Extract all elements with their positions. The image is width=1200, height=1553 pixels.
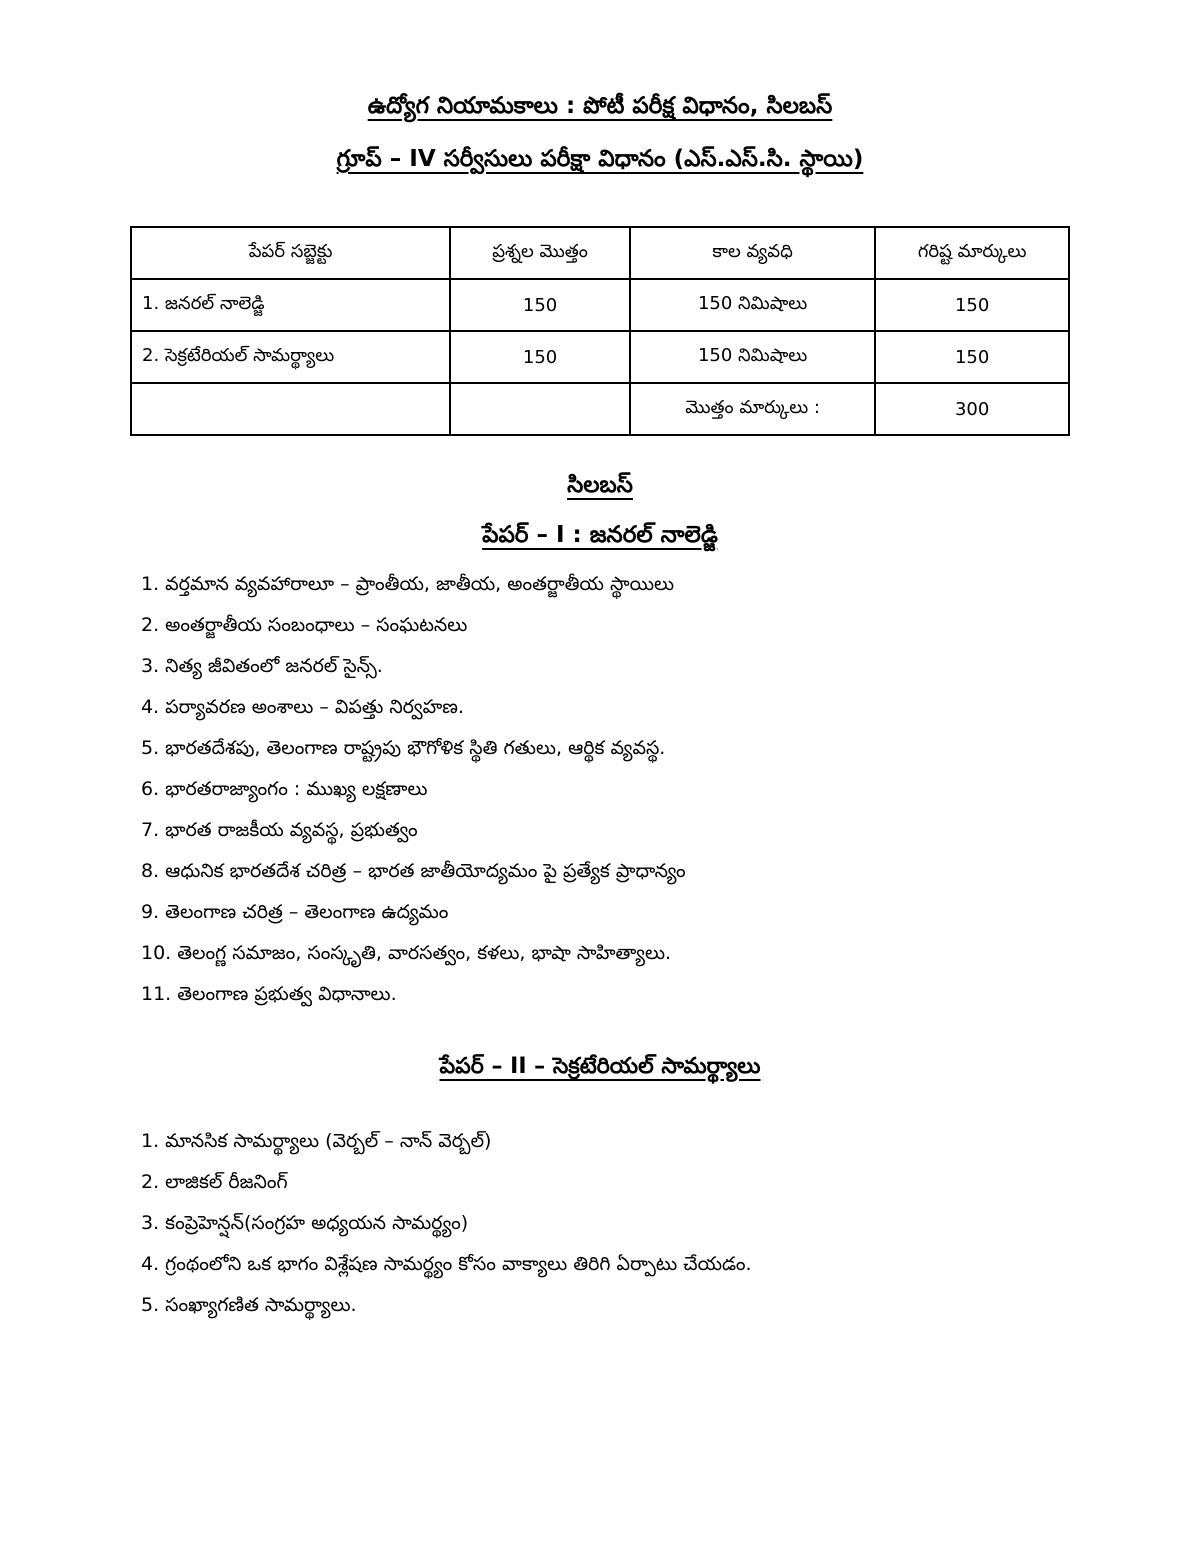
column-header-max-marks: గరిష్ట మార్కులు bbox=[875, 227, 1069, 279]
table-cell: 1. జనరల్ నాలెడ్జి bbox=[131, 279, 450, 331]
list-item: 11. తెలంగాణ ప్రభుత్వ విధానాలు. bbox=[141, 983, 397, 1005]
table-row bbox=[131, 279, 1069, 331]
table-row bbox=[131, 331, 1069, 383]
table-cell bbox=[131, 383, 450, 435]
page-title: ఉద్యోగ నియామకాలు : పోటీ పరీక్ష విధానం, సిలబస్ bbox=[367, 93, 833, 119]
syllabus-heading: సిలబస్ bbox=[567, 472, 633, 498]
table-cell: 2. సెక్రటేరియల్ సామర్థ్యాలు bbox=[131, 331, 450, 383]
column-header-questions: ప్రశ్నల మొత్తం bbox=[450, 227, 630, 279]
list-item: 9. తెలంగాణ చరిత్ర – తెలంగాణ ఉద్యమం bbox=[141, 901, 449, 923]
table-cell: 150 నిమిషాలు bbox=[630, 331, 875, 383]
list-item: 6. భారతరాజ్యాంగం : ముఖ్య లక్షణాలు bbox=[141, 778, 428, 800]
exam-pattern-table bbox=[130, 226, 1070, 436]
column-header-paper-subject: పేపర్ సబ్జెక్టు bbox=[131, 227, 450, 279]
paper2-topic-list bbox=[141, 1126, 752, 1331]
list-item: 2. లాజికల్ రీజనింగ్ bbox=[141, 1171, 288, 1193]
table-cell: 150 bbox=[450, 279, 630, 331]
list-item: 1. వర్తమాన వ్యవహారాలూ – ప్రాంతీయ, జాతీయ, అంతర్జాతీయ స్థాయిలు bbox=[141, 573, 675, 595]
table-cell: 150 నిమిషాలు bbox=[630, 279, 875, 331]
list-item: 10. తెలంగ్ణ సమాజం, సంస్కృతి, వారసత్వం, కళలు, భాషా సాహిత్యాలు. bbox=[141, 942, 672, 964]
list-item: 3. నిత్య జీవితంలో జనరల్ సైన్స్. bbox=[141, 655, 383, 677]
paper1-heading: పేపర్ – I : జనరల్ నాలెడ్జి bbox=[482, 522, 718, 548]
list-item: 7. భారత రాజకీయ వ్యవస్థ, ప్రభుత్వం bbox=[141, 819, 418, 841]
list-item: 5. సంఖ్యాగణిత సామర్థ్యాలు. bbox=[141, 1294, 357, 1316]
list-item: 2. అంతర్జాతీయ సంబంధాలు – సంఘటనలు bbox=[141, 614, 468, 636]
paper1-topic-list bbox=[141, 569, 686, 1020]
table-cell: 150 bbox=[875, 331, 1069, 383]
paper2-heading: పేపర్ – II – సెక్రటేరియల్ సామర్థ్యాలు bbox=[439, 1054, 761, 1079]
total-marks-value: 300 bbox=[875, 383, 1069, 435]
column-header-duration: కాల వ్యవధి bbox=[630, 227, 875, 279]
list-item: 3. కంప్రెహెన్షన్(సంగ్రహ అధ్యయన సామర్థ్యం) bbox=[141, 1212, 469, 1234]
list-item: 8. ఆధునిక భారతదేశ చరిత్ర – భారత జాతీయోద్యమం పై ప్రత్యేక ప్రాధాన్యం bbox=[141, 860, 686, 882]
list-item: 1. మానసిక సామర్థ్యాలు (వెర్బల్ – నాన్ వెర్బల్) bbox=[141, 1130, 492, 1152]
total-marks-label: మొత్తం మార్కులు : bbox=[630, 383, 875, 435]
page-subtitle: గ్రూప్ – IV సర్వీసులు పరీక్షా విధానం (ఎస్.ఎస్.సి. స్థాయి) bbox=[336, 146, 864, 172]
table-cell: 150 bbox=[875, 279, 1069, 331]
table-cell: 150 bbox=[450, 331, 630, 383]
table-header-row bbox=[131, 227, 1069, 279]
table-cell bbox=[450, 383, 630, 435]
list-item: 5. భారతదేశపు, తెలంగాణ రాష్ట్రపు భౌగోళిక స్థితి గతులు, ఆర్థిక వ్యవస్థ. bbox=[141, 737, 666, 759]
list-item: 4. గ్రంథంలోని ఒక భాగం విశ్లేషణ సామర్థ్యం కోసం వాక్యాలు తిరిగి ఏర్పాటు చేయడం. bbox=[141, 1253, 752, 1275]
list-item: 4. పర్యావరణ అంశాలు – విపత్తు నిర్వహణ. bbox=[141, 696, 464, 718]
table-total-row bbox=[131, 383, 1069, 435]
